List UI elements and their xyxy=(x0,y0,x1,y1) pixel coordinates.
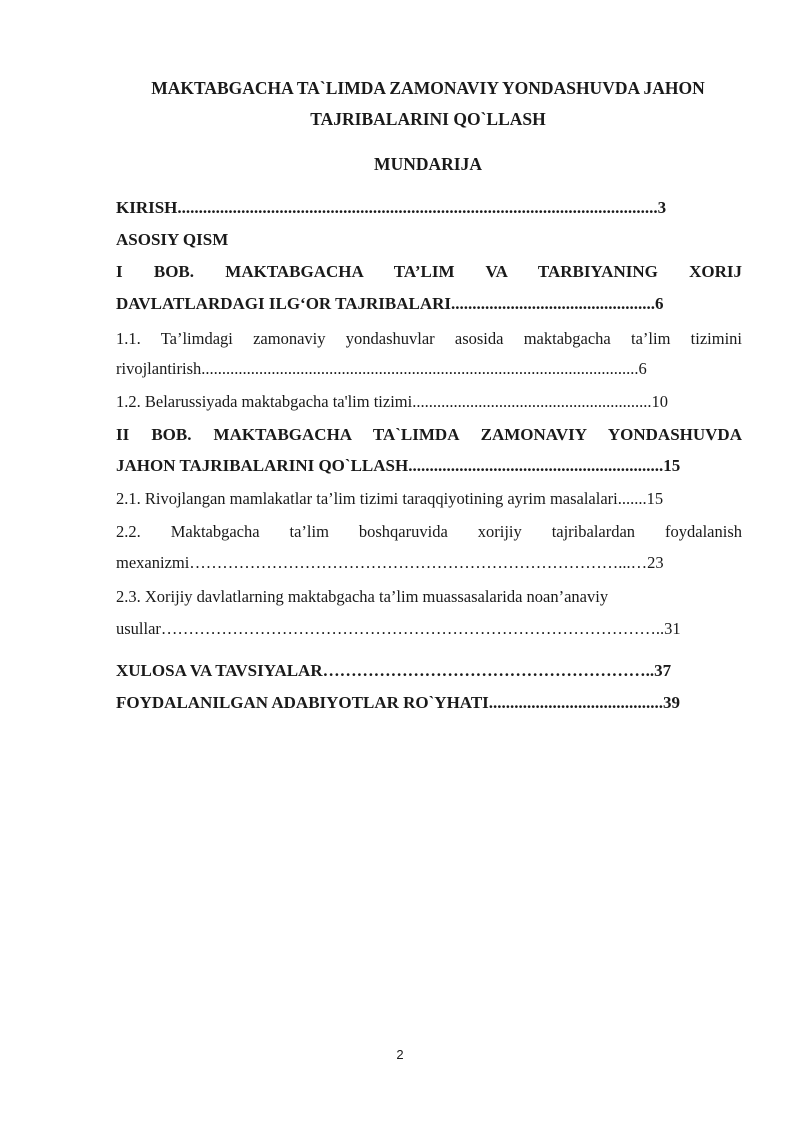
toc-entry-conclusion: XULOSA VA TAVSIYALAR…………………………………………………..37 xyxy=(116,661,672,680)
toc-entry-main-part: ASOSIY QISM xyxy=(116,230,229,249)
toc-entry-section-1-2: 1.2. Belarussiyada maktabgacha ta'lim tizimi..........................................................10 xyxy=(116,392,668,411)
toc-entry-section-2-1: 2.1. Rivojlangan mamlakatlar ta’lim tizimi taraqqiyotining ayrim masalalari.......15 xyxy=(116,489,664,508)
toc-entry-chapter-1-line-2: DAVLATLARDAGI ILG‘OR TAJRIBALARI................................................6 xyxy=(116,294,664,313)
toc-entry-section-1-1-line-2: rivojlantirish..........................................................................................................6 xyxy=(116,359,647,378)
toc-heading: MUNDARIJA xyxy=(374,154,482,174)
page-number: 2 xyxy=(396,1047,404,1062)
document-title-line-1: MAKTABGACHA TA`LIMDA ZAMONAVIY YONDASHUVDA JAHON xyxy=(151,78,705,98)
toc-entry-section-2-3-line-1: 2.3. Xorijiy davlatlarning maktabgacha ta’lim muassasalarida noan’anaviy xyxy=(116,587,609,606)
toc-entry-intro: KIRISH.................................................................................................................3 xyxy=(116,198,667,217)
toc-entry-section-2-3-line-2: usullar………………………………………………………………………………..31 xyxy=(116,619,681,638)
toc-entry-references: FOYDALANILGAN ADABIYOTLAR RO`YHATI.........................................39 xyxy=(116,693,681,712)
toc-entry-chapter-2-line-2: JAHON TAJRIBALARINI QO`LLASH............................................................15 xyxy=(116,456,681,475)
toc-entry-section-2-2-line-2: mexanizmi……………………………………………………………………...…23 xyxy=(116,553,664,572)
document-title xyxy=(100,73,756,135)
toc-entry-section-1-1-line-1: 1.1. Ta’limdagi zamonaviy yondashuvlar asosida maktabgacha ta’lim tizimini xyxy=(116,329,742,348)
toc-entry-chapter-1-line-1: I BOB. MAKTABGACHA TA’LIM VA TARBIYANING XORIJ xyxy=(116,262,742,281)
toc-entry-section-2-2-line-1: 2.2. Maktabgacha ta’lim boshqaruvida xorijiy tajribalardan foydalanish xyxy=(116,522,742,541)
toc-entry-chapter-2-line-1: II BOB. MAKTABGACHA TA`LIMDA ZAMONAVIY YONDASHUVDA xyxy=(116,425,742,444)
document-title-line-2: TAJRIBALARINI QO`LLASH xyxy=(310,109,546,129)
